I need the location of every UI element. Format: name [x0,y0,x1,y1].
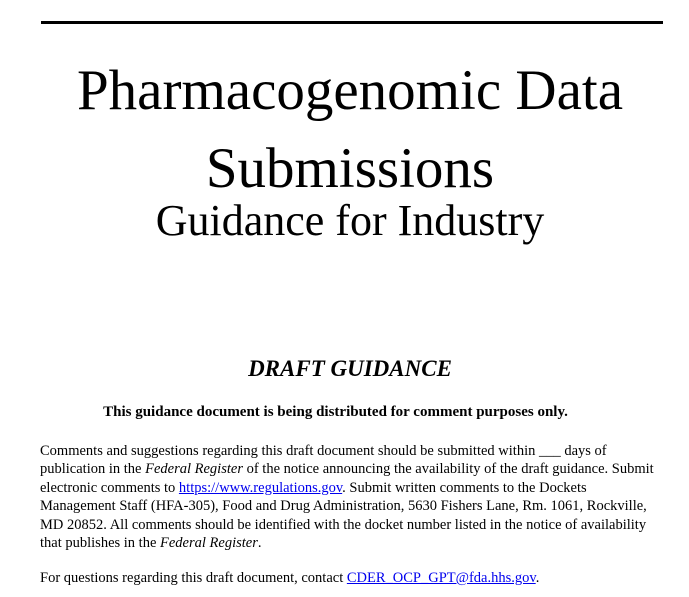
contact-email-link[interactable]: CDER_OCP_GPT@fda.hhs.gov [346,570,536,586]
distribution-notice: This guidance document is being distributed for comment purposes only. [103,404,568,420]
federal-register-1: Federal Register [145,461,243,478]
contact-paragraph [40,569,662,587]
title-line-1: Pharmacogenomic Data [76,59,624,122]
title-line-2: Submissions [205,137,495,200]
top-rule [41,21,663,24]
comments-text-3: . Submit written comments to the Dockets Management Staff (HFA-305), Food and Drug Administration, 5630 Fishers Lane, Rm. 1061, Rockville, MD 20852. All comments should be identified with the docket number listed in the notice of availability that publishes in the [40,479,647,552]
federal-register-2: Federal Register [160,535,258,552]
comments-paragraph [40,442,662,552]
comments-text-1: Comments and suggestions regarding this draft document should be submitted within ___ days of publication in the [40,443,607,478]
comments-text-4: . [257,535,262,552]
contact-prefix: For questions regarding this draft document, contact [40,570,347,586]
contact-suffix: . [535,570,540,586]
document-subtitle: Guidance for Industry [155,196,545,245]
regulations-link[interactable]: https://www.regulations.gov [178,479,343,496]
document-title [0,52,689,208]
comments-text-2: of the notice announcing the availability of the draft guidance. Submit electronic comments to [40,461,654,496]
draft-guidance-label: DRAFT GUIDANCE [248,356,452,381]
